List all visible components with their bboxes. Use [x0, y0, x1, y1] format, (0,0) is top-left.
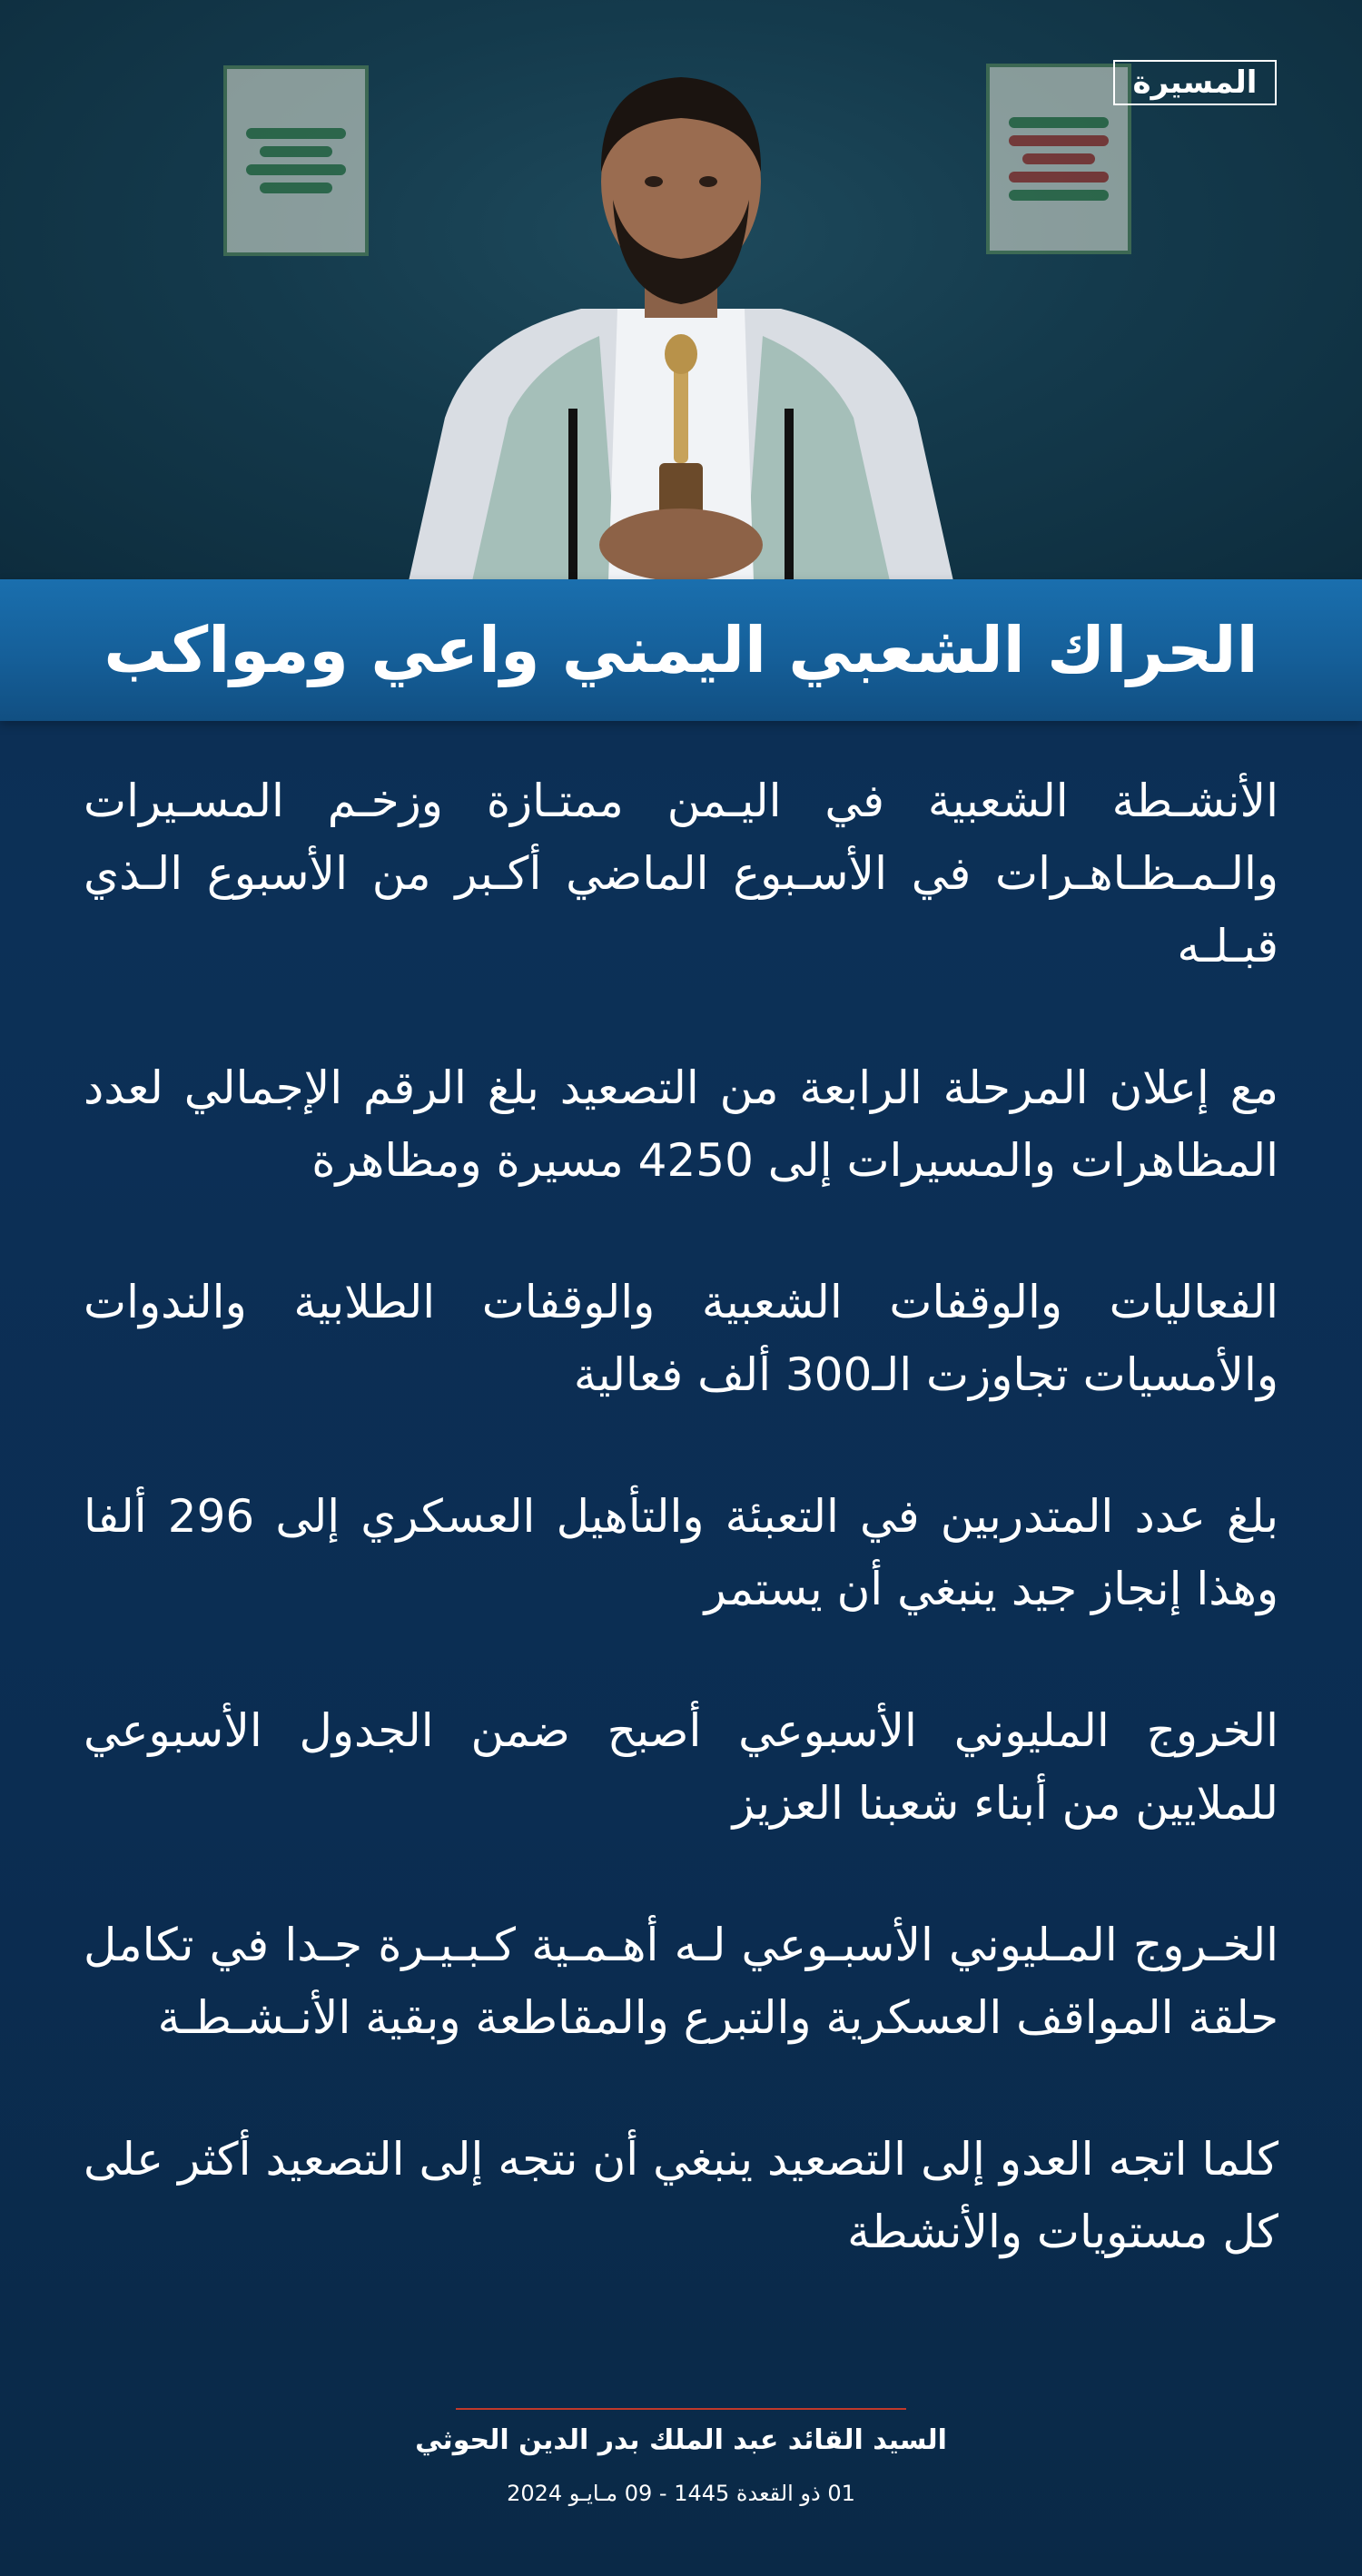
statement-6: الخـروج المـليوني الأسبـوعي لـه أهـمـية كـبـيـرة جـدا في تكامل حلقة المواقف العسكرية والتبرع والمقاطعة وبقية الأنـشـطـة [84, 1919, 1278, 2044]
publish-date: 01 ذو القعدة 1445 - 09 مـايـو 2024 [507, 2481, 855, 2506]
statement-1: الأنشـطة الشعبية في اليـمن ممتـازة وزخـم المسـيرات والـمـظـاهـرات في الأسـبوع الماضي أكـبر من الأسبوع الـذي قبـلـه [84, 775, 1278, 972]
brand-logo: المسيرة [1113, 60, 1277, 105]
hero-section [0, 0, 1362, 581]
footer-divider [456, 2408, 906, 2410]
statement-3: الفعاليات والوقفات الشعبية والوقفات الطلابية والندوات والأمسيات تجاوزت الـ300 ألف فعالية [84, 1276, 1278, 1401]
speaker-portrait [390, 36, 972, 581]
statement-4: بلغ عدد المتدربين في التعبئة والتأهيل العسكري إلى 296 ألفا وهذا إنجاز جيد ينبغي أن يستمر [84, 1490, 1278, 1615]
headline: الحراك الشعبي اليمني واعي ومواكب [104, 613, 1258, 687]
statement-2: مع إعلان المرحلة الرابعة من التصعيد بلغ الرقم الإجمالي لعدد المظاهرات والمسيرات إلى 4250 مسيرة ومظاهرة [84, 1061, 1278, 1187]
title-band [0, 579, 1362, 721]
wall-banner-left [223, 65, 369, 256]
statement-7: كلما اتجه العدو إلى التصعيد ينبغي أن نتجه إلى التصعيد أكثر على كل مستويات والأنشطة [84, 2133, 1278, 2258]
author-name: السيد القائد عبد الملك بدر الدين الحوثي [415, 2424, 947, 2456]
statement-5: الخروج المليوني الأسبوعي أصبح ضمن الجدول الأسبوعي للملايين من أبناء شعبنا العزيز [84, 1704, 1278, 1830]
statements-list [84, 765, 1278, 2337]
wall-banner-right [986, 64, 1131, 254]
